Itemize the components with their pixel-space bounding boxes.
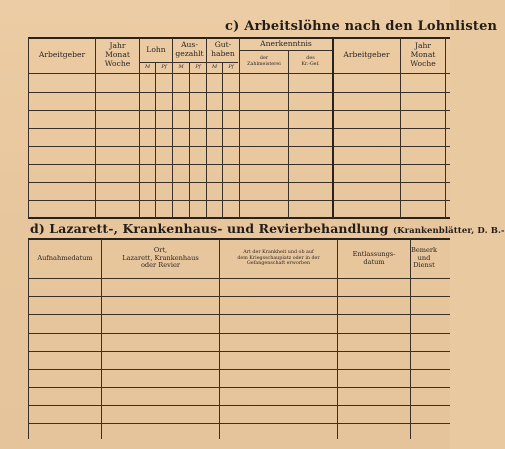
row-line: [28, 423, 450, 424]
section-d-title: [30, 221, 505, 236]
column-line: [155, 62, 156, 218]
unit-label: Pf: [195, 64, 201, 71]
column-line: [445, 38, 446, 218]
header-aufnahmedatum: Aufnahmedatum: [37, 253, 93, 262]
unit-label: Pf: [228, 64, 234, 71]
unit-label: M: [178, 64, 184, 71]
column-line: [189, 62, 190, 218]
header-guthaben: Gut- haben: [211, 40, 235, 58]
section-d-title-text: d) Lazarett-, Krankenhaus- und Revierbehandlung: [30, 221, 389, 236]
header-krankheit: Art der Krankheit und ob auf dem Kriegsschauplatz oder in der Gefangenschaft erworben: [237, 249, 320, 267]
header-arbeitgeber: Arbeitgeber: [38, 50, 86, 60]
unit-label: M: [211, 64, 218, 71]
row-line: [28, 314, 450, 315]
row-line: [28, 369, 450, 370]
section-d-subtitle: (Krankenblätter, D. B.-: [392, 226, 505, 236]
section-d-header-rule: [28, 278, 450, 279]
row-line: [28, 351, 450, 352]
column-line: [288, 50, 289, 218]
row-line: [28, 296, 450, 297]
unit-label: M: [144, 64, 151, 71]
unit-label: Pf: [161, 64, 167, 71]
column-line: [222, 62, 223, 218]
header-jahr-monat-woche: Jahr Monat Woche: [104, 41, 131, 68]
row-line: [28, 405, 450, 406]
section-c-title: c) Arbeitslöhne nach den Lohnlisten: [225, 19, 498, 34]
header-anerkenntnis-des: des Kr.-Gef.: [301, 56, 320, 67]
row-line: [28, 387, 450, 388]
row-line: [28, 333, 450, 334]
header-jahr-monat-woche-2: Jahr Monat Woche: [410, 41, 436, 68]
header-ort: Ort, Lazarett, Krankenhaus oder Revier: [122, 246, 199, 270]
header-lohn: Lohn: [146, 44, 166, 54]
header-entlassungsdatum: Entlassungs- datum: [352, 249, 396, 266]
header-anerkenntnis: Anerkenntnis: [260, 38, 312, 48]
header-anerkenntnis-der: der Zahlmeisterei: [247, 56, 281, 67]
header-arbeitgeber-2: Arbeitgeber: [343, 50, 390, 60]
header-bemerkungen: Bemerk und Dienst: [411, 246, 438, 270]
header-ausgezahlt: Aus- gezahlt: [175, 40, 204, 58]
